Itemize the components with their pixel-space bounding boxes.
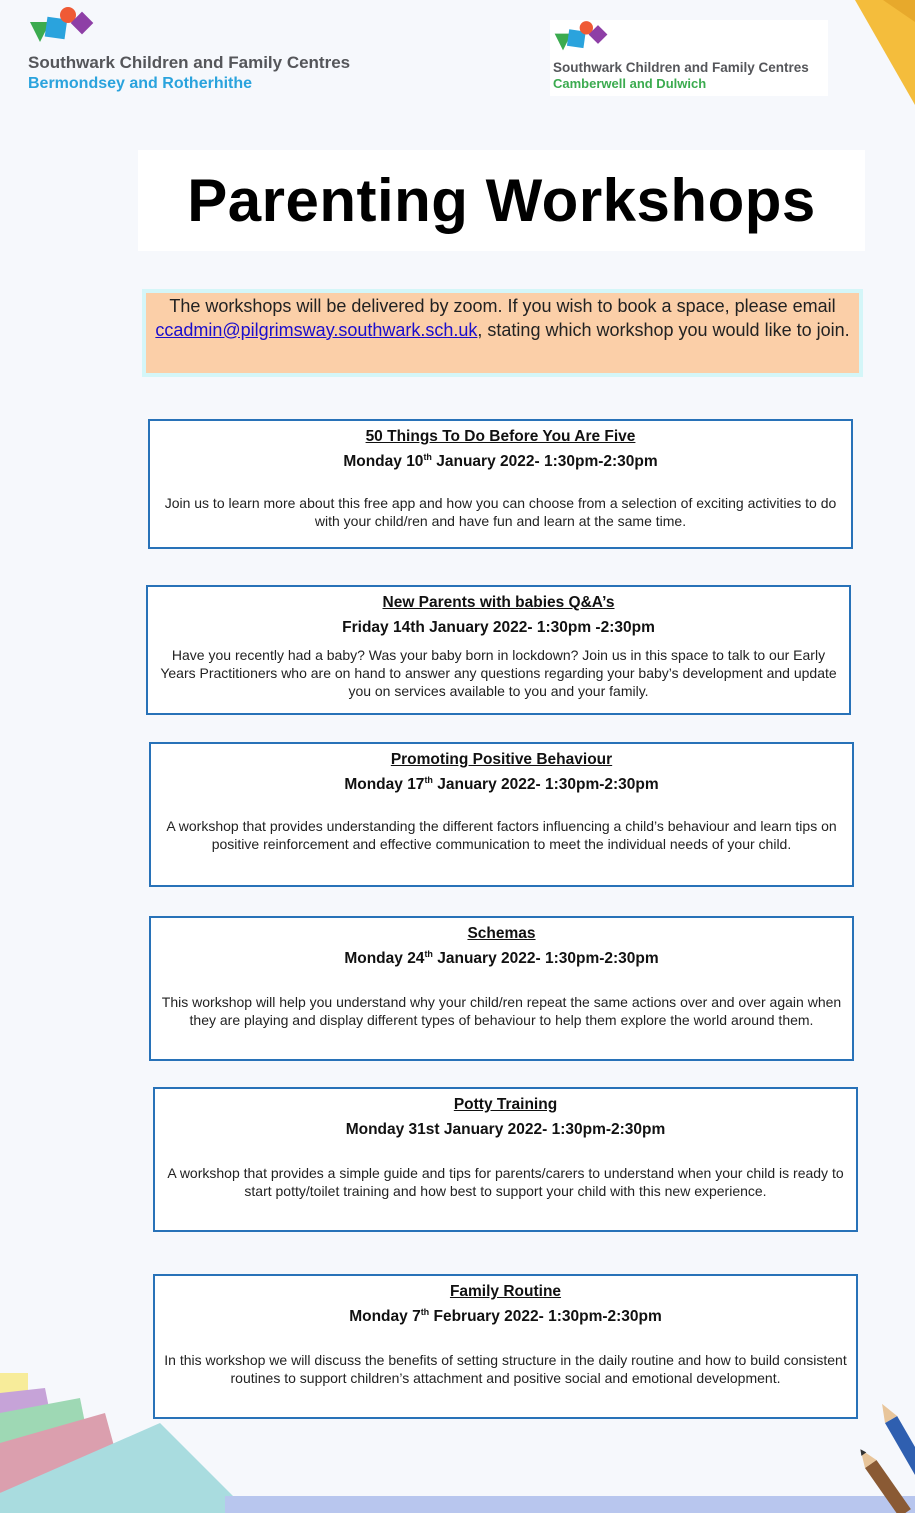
workshop-card xyxy=(149,916,854,1061)
workshop-date: Monday 24th January 2022- 1:30pm-2:30pm xyxy=(344,949,659,968)
workshop-description: In this workshop we will discuss the benefits of setting structure in the daily routine and how to build consistent routines to support children’s attachment and positive social and emotional development. xyxy=(164,1352,847,1387)
workshop-title: New Parents with babies Q&A’s xyxy=(382,594,615,611)
booking-text-start: The workshops will be delivered by zoom. If you wish to book a space, please email xyxy=(169,296,836,316)
workshop-card xyxy=(146,585,851,715)
title-banner xyxy=(138,150,865,251)
workshop-date: Monday 10th January 2022- 1:30pm-2:30pm xyxy=(343,452,658,471)
logo-camberwell xyxy=(550,20,828,96)
workshop-date: Monday 31st January 2022- 1:30pm-2:30pm xyxy=(345,1121,666,1139)
workshop-card xyxy=(148,419,853,549)
booking-info-box xyxy=(142,289,863,377)
corner-decoration xyxy=(825,0,915,110)
workshop-title: Schemas xyxy=(467,925,536,942)
logo-shapes-icon xyxy=(553,20,613,54)
workshop-card xyxy=(153,1087,858,1232)
page-title: Parenting Workshops xyxy=(187,167,816,234)
workshop-card xyxy=(149,742,854,887)
workshop-title: Potty Training xyxy=(453,1096,558,1113)
workshop-title: Family Routine xyxy=(449,1283,562,1300)
workshop-title: Promoting Positive Behaviour xyxy=(390,751,613,768)
workshop-description: A workshop that provides a simple guide and tips for parents/carers to understand when your child is ready to start potty/toilet training and how best to support your child with this new experience. xyxy=(167,1165,844,1200)
booking-info-text xyxy=(146,293,859,373)
workshop-card xyxy=(153,1274,858,1419)
workshop-date: Monday 7th February 2022- 1:30pm-2:30pm xyxy=(349,1307,662,1326)
workshop-title: 50 Things To Do Before You Are Five xyxy=(365,428,636,445)
logo-bermondsey xyxy=(28,6,350,93)
logo-shapes-icon xyxy=(28,6,100,46)
branch-name: Bermondsey and Rotherhithe xyxy=(28,75,253,92)
workshop-description: Have you recently had a baby? Was your baby born in lockdown? Join us in this space to talk to our Early Years Practitioners who are on hand to answer any questions regarding your baby’s development and update you on services available to you and your family. xyxy=(160,647,837,700)
email-link[interactable]: ccadmin@pilgrimsway.southwark.sch.uk xyxy=(155,319,478,340)
branch-name: Camberwell and Dulwich xyxy=(553,76,707,91)
org-name: Southwark Children and Family Centres xyxy=(28,53,351,72)
booking-text-end: , stating which workshop you would like to join. xyxy=(477,319,850,340)
workshop-date: Monday 17th January 2022- 1:30pm-2:30pm xyxy=(344,775,659,794)
workshop-description: Join us to learn more about this free app and how you can choose from a selection of exciting activities to do with your child/ren and have fun and learn at the same time. xyxy=(164,495,837,530)
workshop-description: A workshop that provides understanding the different factors influencing a child’s behaviour and learn tips on positive reinforcement and effective communication to meet the individual needs of your child. xyxy=(166,818,837,853)
workshop-date: Friday 14th January 2022- 1:30pm -2:30pm xyxy=(342,619,655,637)
org-name: Southwark Children and Family Centres xyxy=(553,60,809,75)
workshop-description: This workshop will help you understand why your child/ren repeat the same actions over and over again when they are playing and display different types of behaviour to help them explore the world around them. xyxy=(161,994,842,1029)
